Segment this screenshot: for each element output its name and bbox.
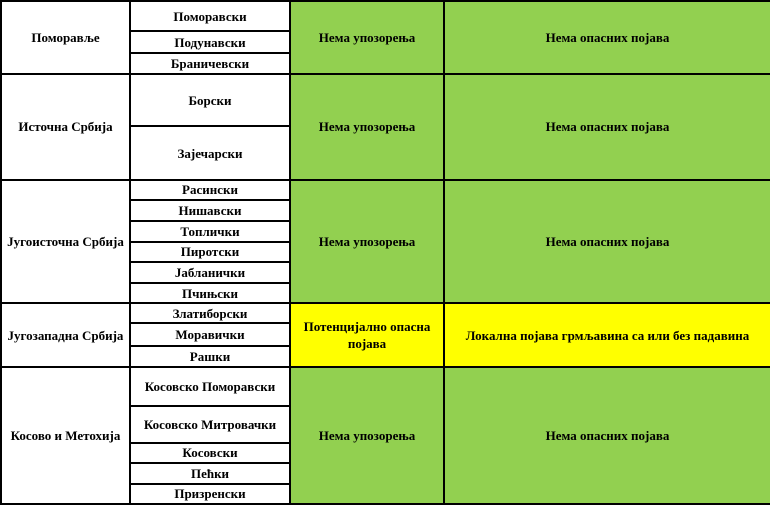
district-name: Косовско Поморавски <box>130 367 290 405</box>
phenomena-description: Нема опасних појава <box>444 367 770 504</box>
region-name: Југоисточна Србија <box>1 180 130 303</box>
district-name: Пећки <box>130 463 290 484</box>
district-name: Пиротски <box>130 242 290 262</box>
table-row <box>1 1 770 31</box>
district-name: Браничевски <box>130 53 290 74</box>
district-name: Моравички <box>130 323 290 346</box>
region-name: Источна Србија <box>1 74 130 179</box>
warning-status: Нема упозорења <box>290 74 444 179</box>
region-name: Поморавље <box>1 1 130 74</box>
phenomena-description: Локална појава грмљавина са или без падавина <box>444 303 770 367</box>
district-name: Зајечарски <box>130 126 290 179</box>
district-name: Топлички <box>130 221 290 242</box>
region-name: Косово и Метохија <box>1 367 130 504</box>
table-row <box>1 74 770 126</box>
region-name: Југозападна Србија <box>1 303 130 367</box>
phenomena-description: Нема опасних појава <box>444 1 770 74</box>
district-name: Златиборски <box>130 303 290 323</box>
district-name: Поморавски <box>130 1 290 31</box>
warning-status: Потенцијално опасна појава <box>290 303 444 367</box>
district-name: Рашки <box>130 346 290 367</box>
district-name: Призренски <box>130 484 290 504</box>
district-name: Подунавски <box>130 31 290 53</box>
district-name: Расински <box>130 180 290 200</box>
district-name: Косовско Митровачки <box>130 406 290 443</box>
phenomena-description: Нема опасних појава <box>444 74 770 179</box>
warning-status: Нема упозорења <box>290 1 444 74</box>
district-name: Косовски <box>130 443 290 463</box>
phenomena-description: Нема опасних појава <box>444 180 770 303</box>
district-name: Борски <box>130 74 290 126</box>
table-row <box>1 367 770 405</box>
table-row <box>1 180 770 200</box>
district-name: Пчињски <box>130 283 290 303</box>
warning-status: Нема упозорења <box>290 367 444 504</box>
warning-status: Нема упозорења <box>290 180 444 303</box>
district-name: Нишавски <box>130 200 290 221</box>
district-name: Јабланички <box>130 262 290 283</box>
table-row <box>1 303 770 323</box>
